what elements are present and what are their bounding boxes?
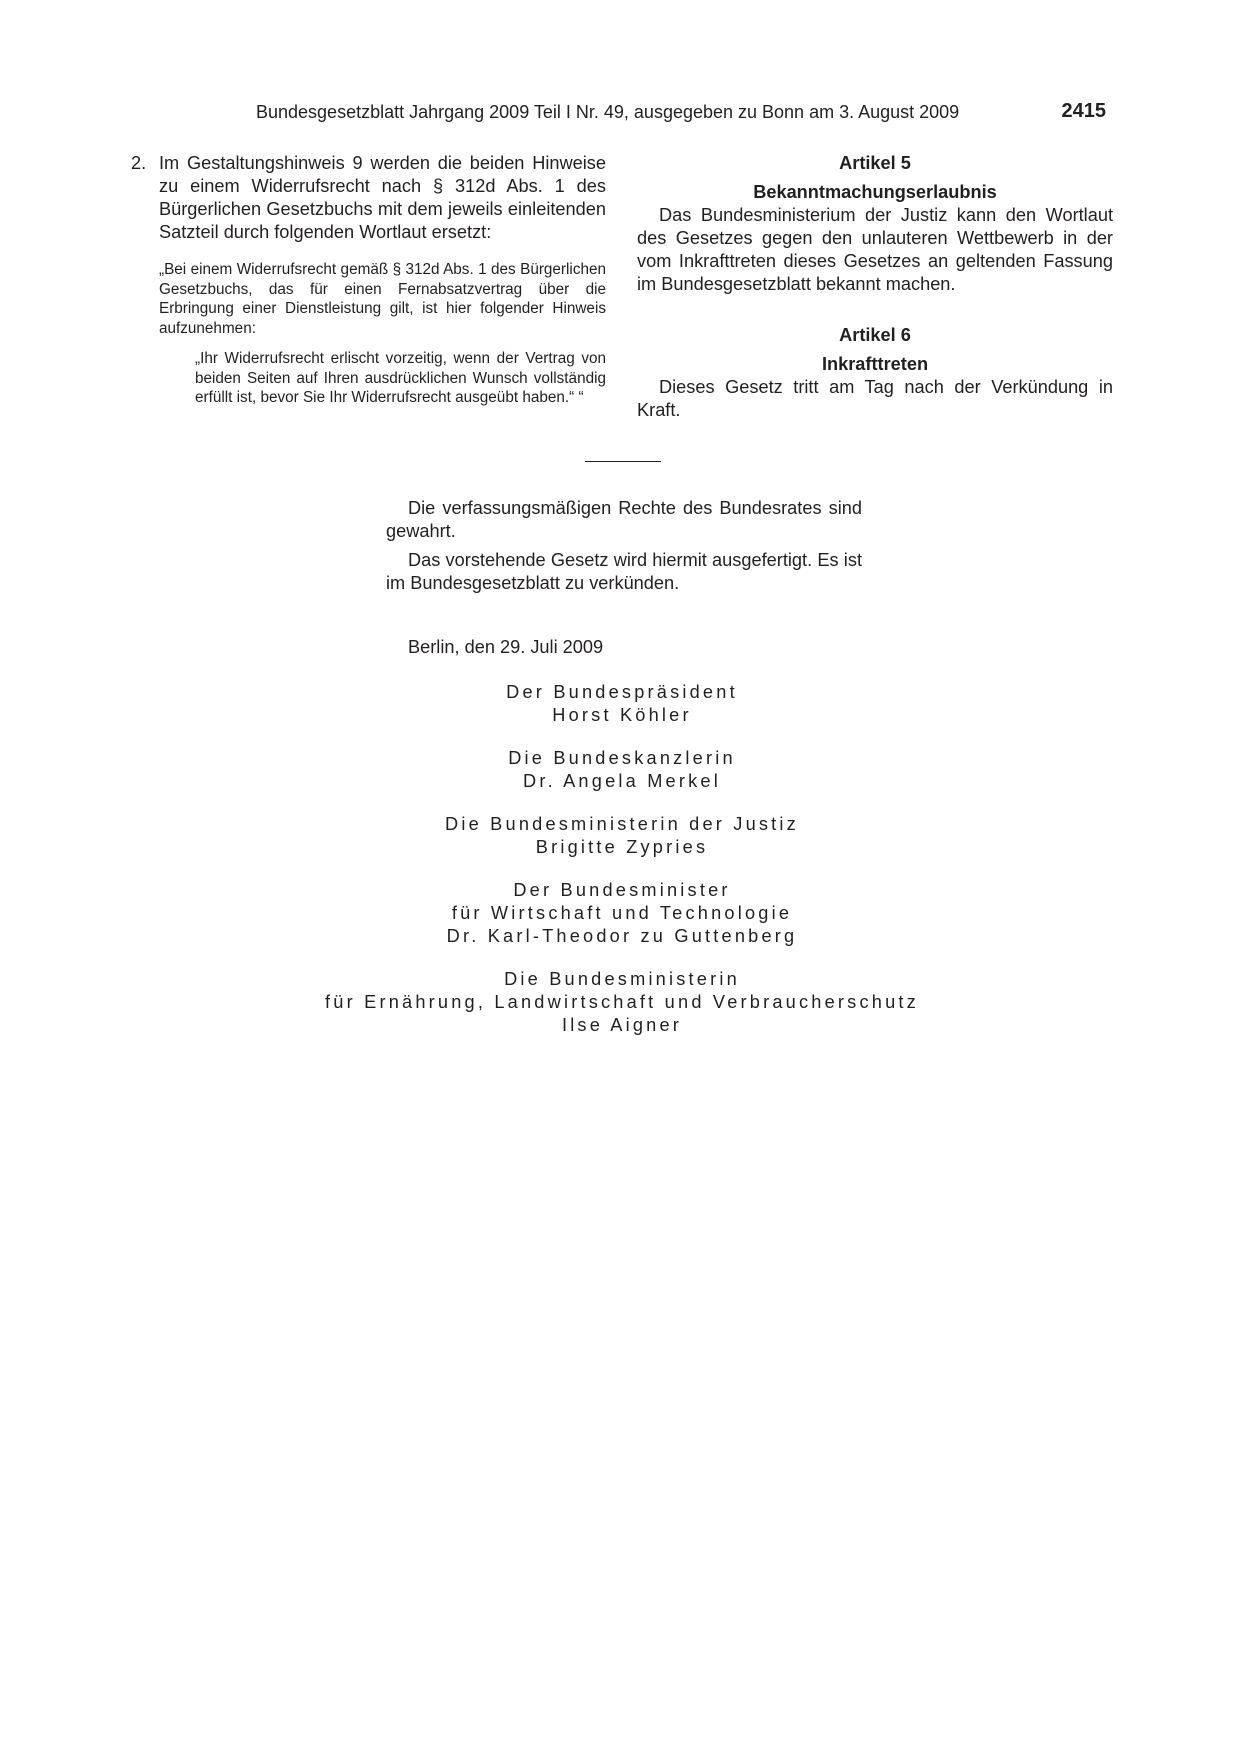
signature-line: Die Bundeskanzlerin [508, 748, 736, 768]
page-number: 2415 [1061, 100, 1106, 122]
right-column [637, 152, 1113, 422]
signature-block [131, 968, 1113, 1037]
article-heading: Artikel 6 [839, 325, 911, 345]
signature-line: Der Bundesminister [513, 880, 731, 900]
article-title: Inkrafttreten [821, 354, 929, 374]
article-6 [637, 324, 1113, 422]
section-divider [585, 461, 661, 462]
article-text: Dieses Gesetz tritt am Tag nach der Verkündung in Kraft. [637, 377, 1113, 420]
signature-line: Dr. Karl-Theodor zu Guttenberg [446, 926, 798, 946]
closing-paragraph: Die verfassungsmäßigen Rechte des Bundesrates sind gewahrt. [386, 498, 862, 541]
signature-block [131, 747, 1113, 793]
article-title: Bekanntmachungserlaubnis [753, 182, 997, 202]
signature-block [131, 879, 1113, 948]
signature-line: Die Bundesministerin der Justiz [445, 814, 799, 834]
signature-line: Ilse Aigner [561, 1015, 683, 1035]
signature-line: Horst Köhler [552, 705, 692, 725]
item-number: 2. [131, 153, 147, 173]
quote-block: „Bei einem Widerrufsrecht gemäß § 312d Abs. 1 des Bürgerlichen Gesetzbuchs, das für einen Fernabsatzvertrag über die Erbringung einer Dienstleistung gilt, ist hier folgender Hinweis aufzunehmen: [159, 261, 606, 337]
page-header [256, 100, 1106, 124]
signature-block [131, 813, 1113, 859]
closing-paragraph: Das vorstehende Gesetz wird hiermit ausgefertigt. Es ist im Bundesgesetzblatt zu verkünden. [386, 550, 862, 593]
signature-line: Brigitte Zypries [535, 837, 709, 857]
nested-quote-block: „Ihr Widerrufsrecht erlischt vorzeitig, wenn der Vertrag von beiden Seiten auf Ihren ausdrücklichen Wunsch vollständig erfüllt ist, bevor Sie Ihr Widerrufsrecht ausgeübt haben.“ “ [195, 350, 606, 406]
signature-line: Dr. Angela Merkel [523, 771, 721, 791]
signature-line: Der Bundespräsident [506, 682, 738, 702]
item-text: Im Gestaltungshinweis 9 werden die beiden Hinweise zu einem Widerrufsrecht nach § 312d Abs. 1 des Bürgerlichen Gesetzbuchs mit dem jeweils einleitenden Satzteil durch folgenden Wortlaut ersetzt: [159, 153, 606, 242]
article-5 [637, 152, 1113, 296]
place-and-date: Berlin, den 29. Juli 2009 [408, 637, 604, 657]
header-title: Bundesgesetzblatt Jahrgang 2009 Teil I Nr. 49, ausgegeben zu Bonn am 3. August 2009 [256, 102, 960, 122]
signatures [131, 681, 1113, 1057]
article-heading: Artikel 5 [839, 153, 911, 173]
article-text: Das Bundesministerium der Justiz kann den Wortlaut des Gesetzes gegen den unlauteren Wettbewerb in der vom Inkrafttreten dieses Gesetzes an geltenden Fassung im Bundesgesetzblatt bekannt machen. [637, 205, 1113, 294]
signature-line: Die Bundesministerin [504, 969, 740, 989]
signature-line: für Wirtschaft und Technologie [451, 903, 793, 923]
closing-formula [386, 497, 862, 601]
signature-line: für Ernährung, Landwirtschaft und Verbraucherschutz [325, 992, 919, 1012]
left-column [131, 152, 606, 408]
signature-block [131, 681, 1113, 727]
list-item [131, 152, 606, 244]
